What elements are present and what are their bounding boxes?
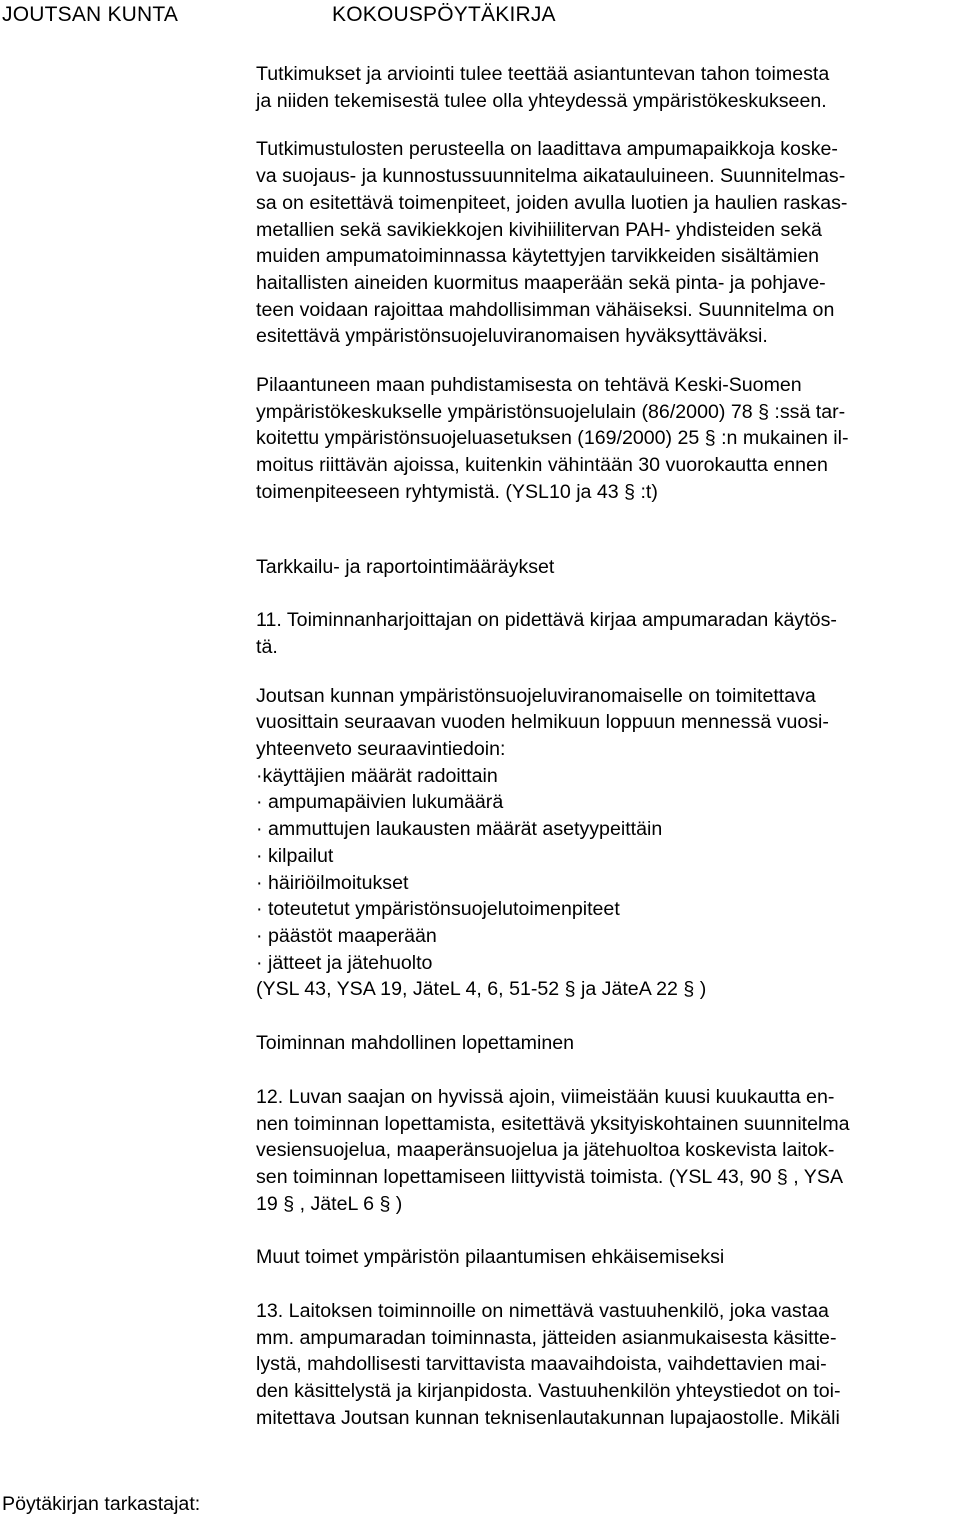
document-body [256,61,958,1432]
text-line: 19 § , JäteL 6 § ) [256,1192,403,1215]
text-line: sen toiminnan lopettamiseen liittyvistä toimista. (YSL 43, 90 § , YSA [256,1165,844,1188]
text-line: Tutkimukset ja arviointi tulee teettää asiantuntevan tahon toimesta [256,63,830,85]
list-item: · kilpailut [256,844,334,867]
list-item: · toteutetut ympäristönsuojelutoimenpiteet [256,898,620,921]
text-line: ja niiden tekemisestä tulee olla yhteydessä ympäristökeskukseen. [256,89,827,112]
text-line: ympäristökeskukselle ympäristönsuojelulain (86/2000) 78 § :ssä tar- [256,400,846,423]
text-line: esitettävä ympäristönsuojeluviranomaisen hyväksyttäväksi. [256,325,768,348]
text-line: nen toiminnan lopettamista, esitettävä yksityiskohtainen suunnitelma [256,1112,850,1135]
text-line: den käsittelystä ja kirjanpidosta. Vastuuhenkilön yhteystiedot on toi- [256,1380,841,1403]
text-line: moitus riittävän ajoissa, kuitenkin vähintään 30 vuorokautta ennen [256,454,828,477]
text-line: muiden ampumatoiminnassa käytettyjen tarvikkeiden sisältämien [256,245,820,268]
reviewers-label: Pöytäkirjan tarkastajat: [2,1493,201,1515]
text-line: haitallisten aineiden kuormitus maaperään sekä pinta- ja pohjave- [256,271,826,294]
section-heading-closure: Toiminnan mahdollinen lopettaminen [256,1032,575,1055]
text-line: tä. [256,635,278,658]
document-type: KOKOUSPÖYTÄKIRJA [332,3,556,26]
text-line: toimenpiteeseen ryhtymistä. (YSL10 ja 43 § :t) [256,480,658,503]
paragraph-remediation-plan [256,136,958,350]
list-item: · ammuttujen laukausten määrät asetyypeittäin [256,818,663,841]
section-heading-other-measures: Muut toimet ympäristön pilaantumisen ehkäisemiseksi [256,1246,725,1269]
list-item: ·käyttäjien määrät radoittain [256,764,498,787]
text-line: lystä, mahdollisesti tarvittavista maavaihdoista, vaihdettavien mai- [256,1353,827,1376]
section-heading-monitoring: Tarkkailu- ja raportointimääräykset [256,555,555,578]
paragraph-13 [256,1298,958,1432]
text-line: va suojaus- ja kunnostussuunnitelma aikatauluineen. Suunnitelmas- [256,165,846,188]
text-line: Pilaantuneen maan puhdistamisesta on tehtävä Keski-Suomen [256,374,802,397]
text-line: sa on esitettävä toimenpiteet, joiden avulla luotien ja haulien raskas- [256,191,848,214]
text-line: 13. Laitoksen toiminnoille on nimettävä vastuuhenkilö, joka vastaa [256,1300,829,1323]
text-line: metallien sekä savikiekkojen kivihiilitervan PAH- yhdisteiden sekä [256,218,822,241]
text-line: mm. ampumaradan toiminnasta, jätteiden asianmukaisesta käsitte- [256,1326,837,1349]
paragraph-12 [256,1084,958,1218]
list-item: · ampumapäivien lukumäärä [256,791,504,814]
report-item-list [256,763,958,1003]
text-line: 11. Toiminnanharjoittajan on pidettävä kirjaa ampumaradan käytös- [256,609,837,632]
paragraph-soil-cleanup [256,372,958,506]
text-line: yhteenveto seuraavintiedoin: [256,738,506,761]
text-line: Joutsan kunnan ympäristönsuojeluviranomaiselle on toimitettava [256,684,816,707]
paragraph-research [256,61,958,114]
text-line: teen voidaan rajoittaa mahdollisimman vähäiseksi. Suunnitelma on [256,298,835,321]
list-item: · jätteet ja jätehuolto [256,951,433,974]
text-line: Tutkimustulosten perusteella on laadittava ampumapaikkoja koske- [256,138,838,161]
text-line: vesiensuojelua, maaperänsuojelua ja jätehuoltoa koskevista laitok- [256,1139,835,1162]
list-item: · häiriöilmoitukset [256,871,409,894]
organization-name: JOUTSAN KUNTA [2,3,179,26]
paragraph-annual-report [256,683,958,763]
legal-reference: (YSL 43, YSA 19, JäteL 4, 6, 51-52 § ja JäteA 22 § ) [256,978,707,1001]
list-item: · päästöt maaperään [256,924,437,947]
text-line: vuosittain seuraavan vuoden helmikuun loppuun mennessä vuosi- [256,711,829,734]
text-line: mitettava Joutsan kunnan teknisenlautakunnan lupajaostolle. Mikäli [256,1406,840,1429]
paragraph-11 [256,607,958,660]
text-line: koitettu ympäristönsuojeluasetuksen (169/2000) 25 § :n mukainen il- [256,427,849,450]
text-line: 12. Luvan saajan on hyvissä ajoin, viimeistään kuusi kuukautta en- [256,1085,835,1108]
